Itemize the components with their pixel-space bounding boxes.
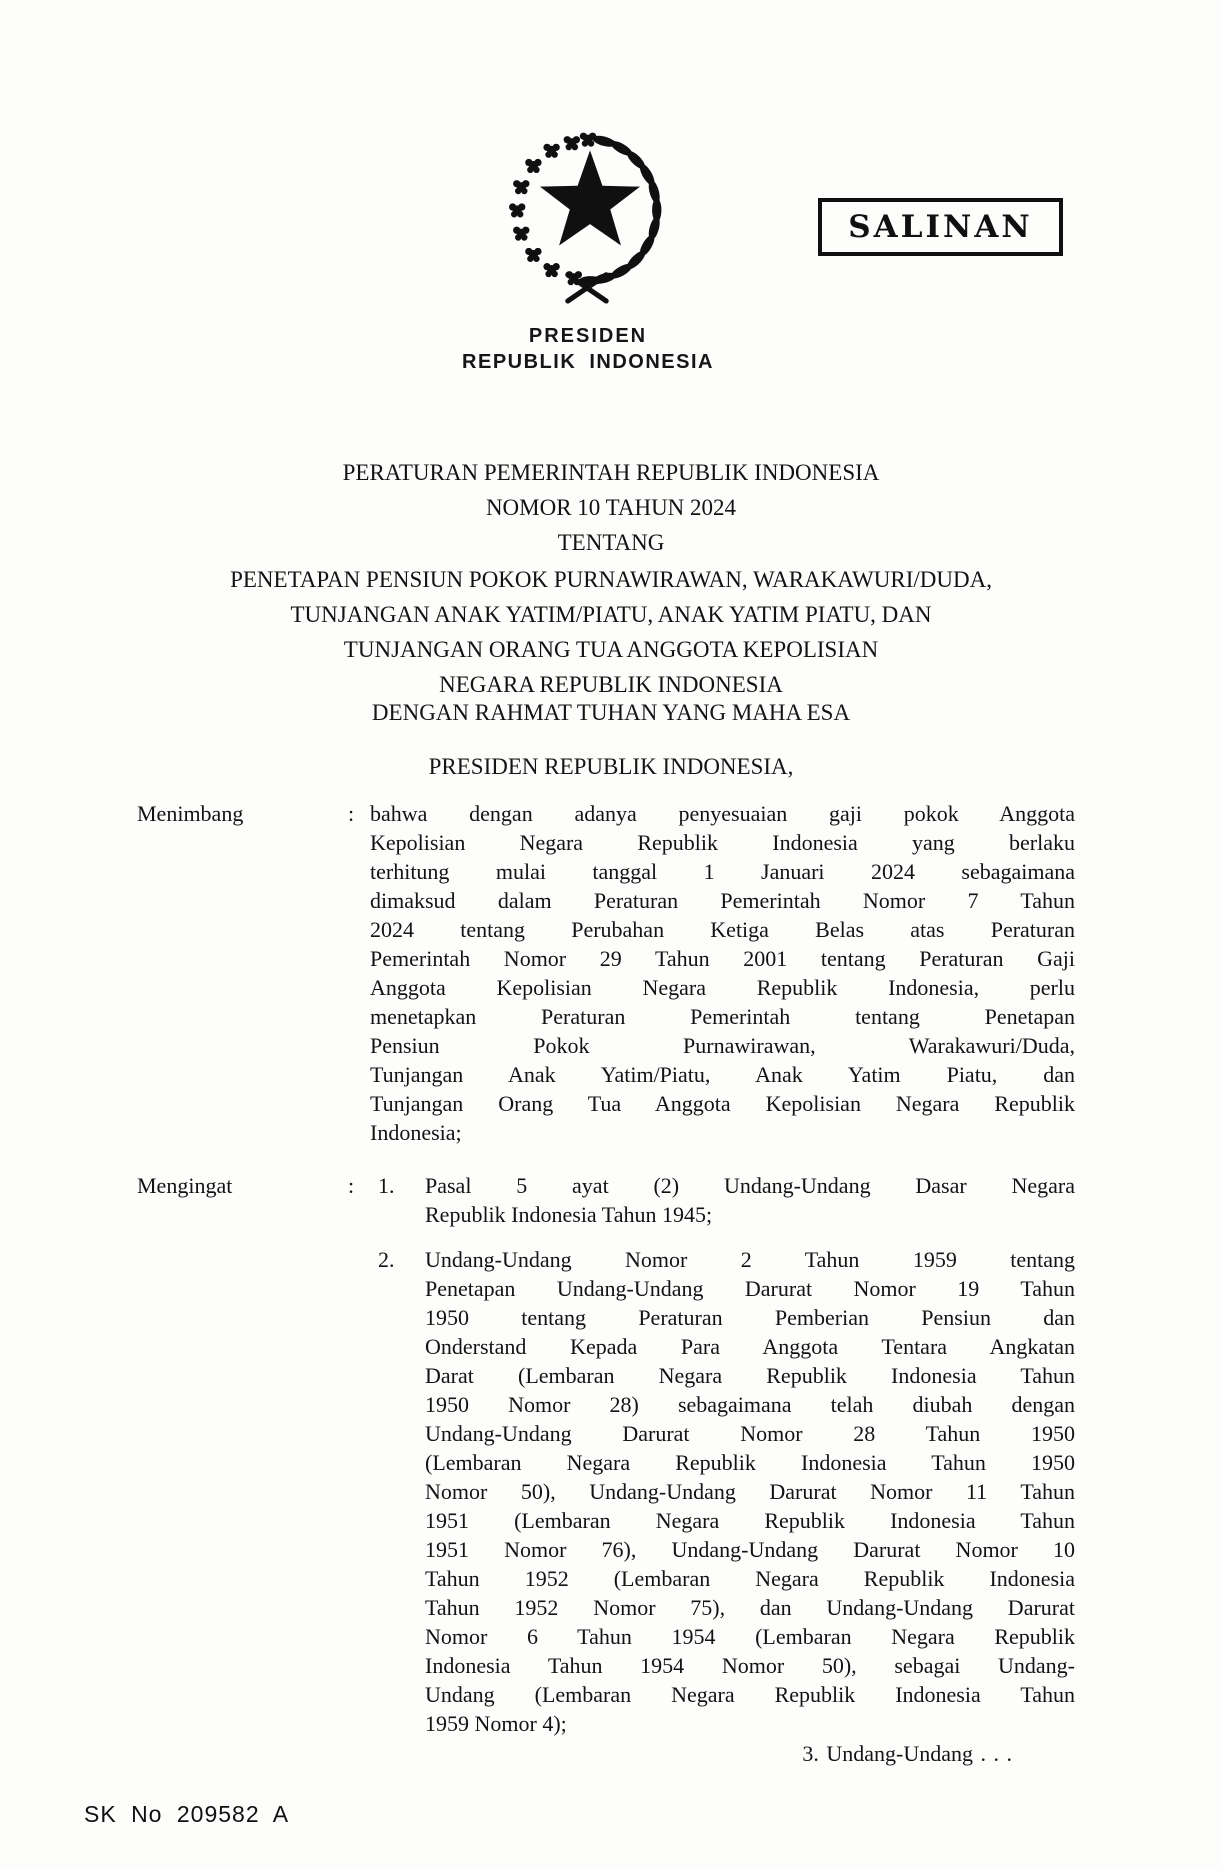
letterhead [413,323,763,375]
recalling-item-number: 2. [378,1247,395,1272]
considering-line: Pemerintah Nomor 29 Tahun 2001 tentang Peraturan Gaji [370,946,1075,971]
recalling-line: Tahun 1952 Nomor 75), dan Undang-Undang Darurat [425,1595,1075,1620]
continuation-catchword: 3. Undang-Undang . . . [802,1741,1012,1766]
recalling-line: 1951 Nomor 76), Undang-Undang Darurat Nomor 10 [425,1537,1075,1562]
recalling-line: Pasal 5 ayat (2) Undang-Undang Dasar Negara [425,1173,1075,1198]
regulation-title: PERATURAN PEMERINTAH REPUBLIK INDONESIA [342,460,880,485]
recalling-line: Nomor 50), Undang-Undang Darurat Nomor 11 Tahun [425,1479,1075,1504]
recalling-line: Penetapan Undang-Undang Darurat Nomor 19 Tahun [425,1276,1075,1301]
recalling-item-number: 1. [378,1173,395,1198]
letterhead-republik-indonesia: REPUBLIK INDONESIA [462,351,714,373]
considering-paragraph [370,799,1075,1147]
letterhead-presiden: PRESIDEN [528,325,648,347]
recalling-line: 1950 Nomor 28) sebagaimana telah diubah dengan [425,1392,1075,1417]
recalling-line: Darat (Lembaran Negara Republik Indonesia Tahun [425,1363,1075,1388]
recalling-line: 1959 Nomor 4); [425,1711,567,1736]
recalling-item-text [425,1245,1075,1738]
considering-line: terhitung mulai tanggal 1 Januari 2024 sebagaimana [370,859,1075,884]
considering-line: bahwa dengan adanya penyesuaian gaji pokok Anggota [370,801,1075,826]
regulation-number: NOMOR 10 TAHUN 2024 [485,495,737,520]
recalling-label: Mengingat [137,1173,233,1198]
sk-number: SK No 209582 A [84,1801,290,1827]
recalling-line: 1950 tentang Peraturan Pemberian Pensiun dan [425,1305,1075,1330]
recalling-colon: : [348,1173,355,1198]
considering-line: Pensiun Pokok Purnawirawan, Warakawuri/Duda, [370,1033,1075,1058]
recalling-item-1 [378,1171,1075,1229]
considering-line: Kepolisian Negara Republik Indonesia yang berlaku [370,830,1075,855]
recalling-section [137,1171,1075,1738]
considering-line: Tunjangan Orang Tua Anggota Kepolisian Negara Republik [370,1091,1075,1116]
star-icon [540,150,640,245]
regulation-subject-line: TUNJANGAN ANAK YATIM/PIATU, ANAK YATIM PIATU, DAN [290,602,932,627]
recalling-line: Tahun 1952 (Lembaran Negara Republik Indonesia [425,1566,1075,1591]
considering-line: menetapkan Peraturan Pemerintah tentang Penetapan [370,1004,1075,1029]
salinan-stamp [818,198,1063,256]
considering-line: Tunjangan Anak Yatim/Piatu, Anak Yatim Piatu, dan [370,1062,1075,1087]
recalling-item-text [425,1171,1075,1229]
salinan-stamp-label: SALINAN [848,209,1033,245]
regulation-subject-line: TUNJANGAN ORANG TUA ANGGOTA KEPOLISIAN [343,637,879,662]
considering-line: 2024 tentang Perubahan Ketiga Belas atas Peraturan [370,917,1075,942]
considering-colon: : [348,801,355,826]
regulation-subject-line: PENETAPAN PENSIUN POKOK PURNAWIRAWAN, WARAKAWURI/DUDA, [230,567,992,592]
presidential-star-emblem [497,106,679,310]
authority-line: PRESIDEN REPUBLIK INDONESIA, [428,754,794,779]
considering-section [137,799,1075,1147]
considering-line: Indonesia; [370,1120,462,1145]
document-body [137,799,1075,1738]
recalling-line: Undang-Undang Nomor 2 Tahun 1959 tentang [425,1247,1075,1272]
considering-line: Anggota Kepolisian Negara Republik Indonesia, perlu [370,975,1075,1000]
regulation-tentang: TENTANG [557,530,665,555]
considering-line: dimaksud dalam Peraturan Pemerintah Nomor 7 Tahun [370,888,1075,913]
recalling-line: Undang-Undang Darurat Nomor 28 Tahun 1950 [425,1421,1075,1446]
considering-label: Menimbang [137,801,244,826]
recalling-line: (Lembaran Negara Republik Indonesia Tahun 1950 [425,1450,1075,1475]
invocation-line: DENGAN RAHMAT TUHAN YANG MAHA ESA [371,700,851,725]
regulation-heading [0,455,1222,702]
star-wreath-icon [497,106,679,310]
recalling-line: Indonesia Tahun 1954 Nomor 50), sebagai Undang- [425,1653,1075,1678]
recalling-item-2 [378,1245,1075,1738]
recalling-line: 1951 (Lembaran Negara Republik Indonesia Tahun [425,1508,1075,1533]
recalling-line: Republik Indonesia Tahun 1945; [425,1202,713,1227]
recalling-line: Undang (Lembaran Negara Republik Indonesia Tahun [425,1682,1075,1707]
recalling-items [370,1171,1075,1738]
recalling-line: Nomor 6 Tahun 1954 (Lembaran Negara Republik [425,1624,1075,1649]
regulation-subject-line: NEGARA REPUBLIK INDONESIA [439,672,783,697]
recalling-line: Onderstand Kepada Para Anggota Tentara Angkatan [425,1334,1075,1359]
